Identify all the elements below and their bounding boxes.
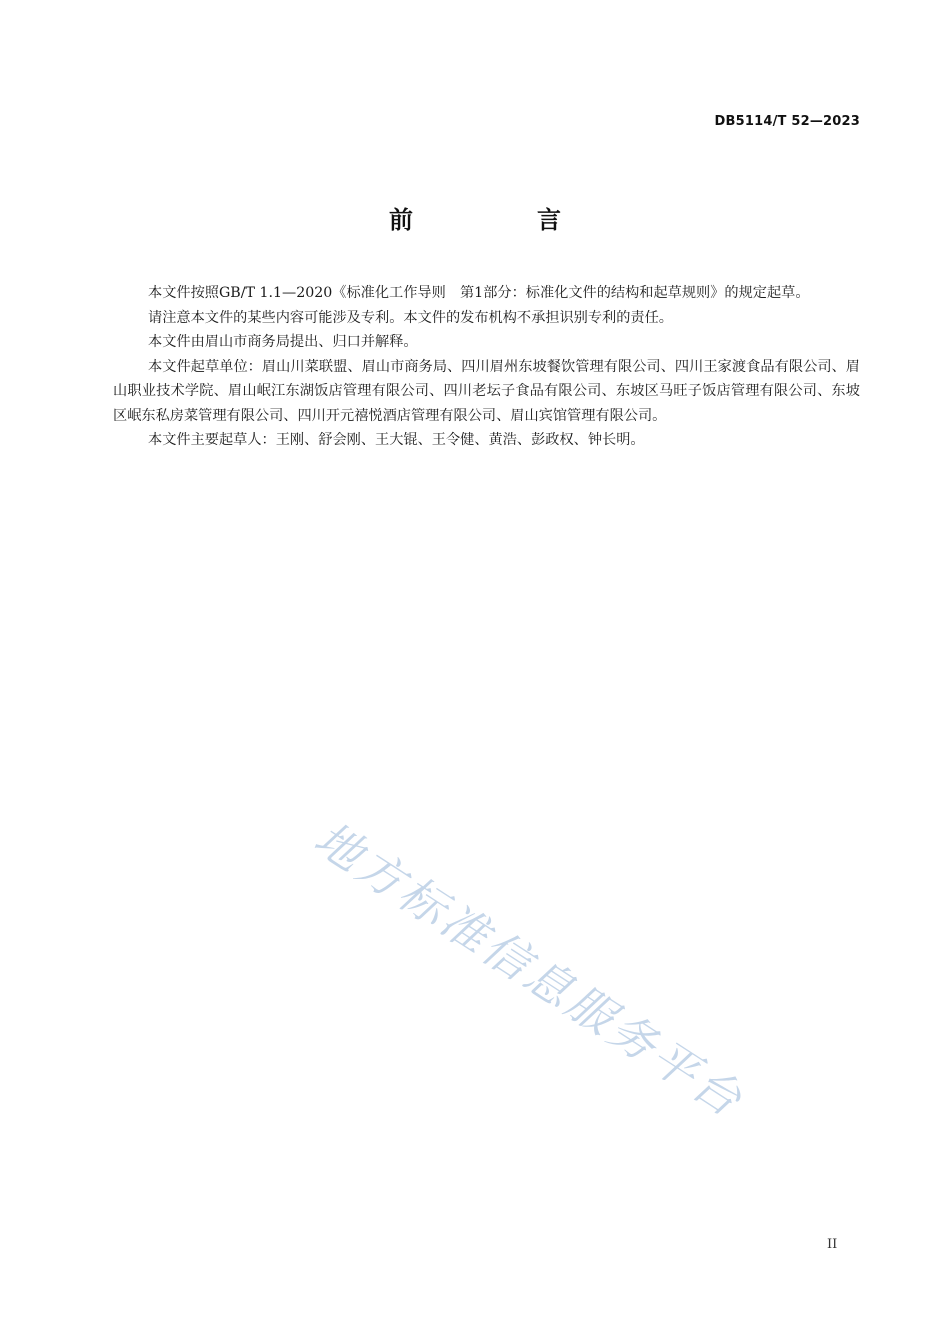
paragraph-drafters: 本文件主要起草人：王刚、舒会刚、王大锟、王令健、黄浩、彭政权、钟长明。: [148, 432, 645, 448]
paragraph-patent-notice: 请注意本文件的某些内容可能涉及专利。本文件的发布机构不承担识别专利的责任。: [148, 309, 673, 326]
page-number: II: [827, 1237, 838, 1252]
paragraph-drafting-units: 本文件起草单位：眉山川菜联盟、眉山市商务局、四川眉州东坡餐饮管理有限公司、四川王家渡食品有限公司、眉山职业技术学院、眉山岷江东湖饭店管理有限公司、四川老坛子食品有限公司、东坡区马旺子饭店管理有限公司、东坡区岷东私房菜管理有限公司、四川开元禧悦酒店管理有限公司、眉山宾馆管理有限公司。: [113, 358, 860, 424]
document-code: DB5114/T 52—2023: [714, 114, 860, 129]
paragraph-drafting-rules: 本文件按照GB/T 1.1—2020《标准化工作导则 第1部分：标准化文件的结构和起草规则》的规定起草。: [148, 285, 810, 301]
body-text: [113, 281, 860, 453]
watermark: 地方标准信息服务平台: [305, 810, 754, 1129]
page-title: 前 言: [389, 206, 611, 234]
paragraph-proposer: 本文件由眉山市商务局提出、归口并解释。: [148, 334, 418, 350]
